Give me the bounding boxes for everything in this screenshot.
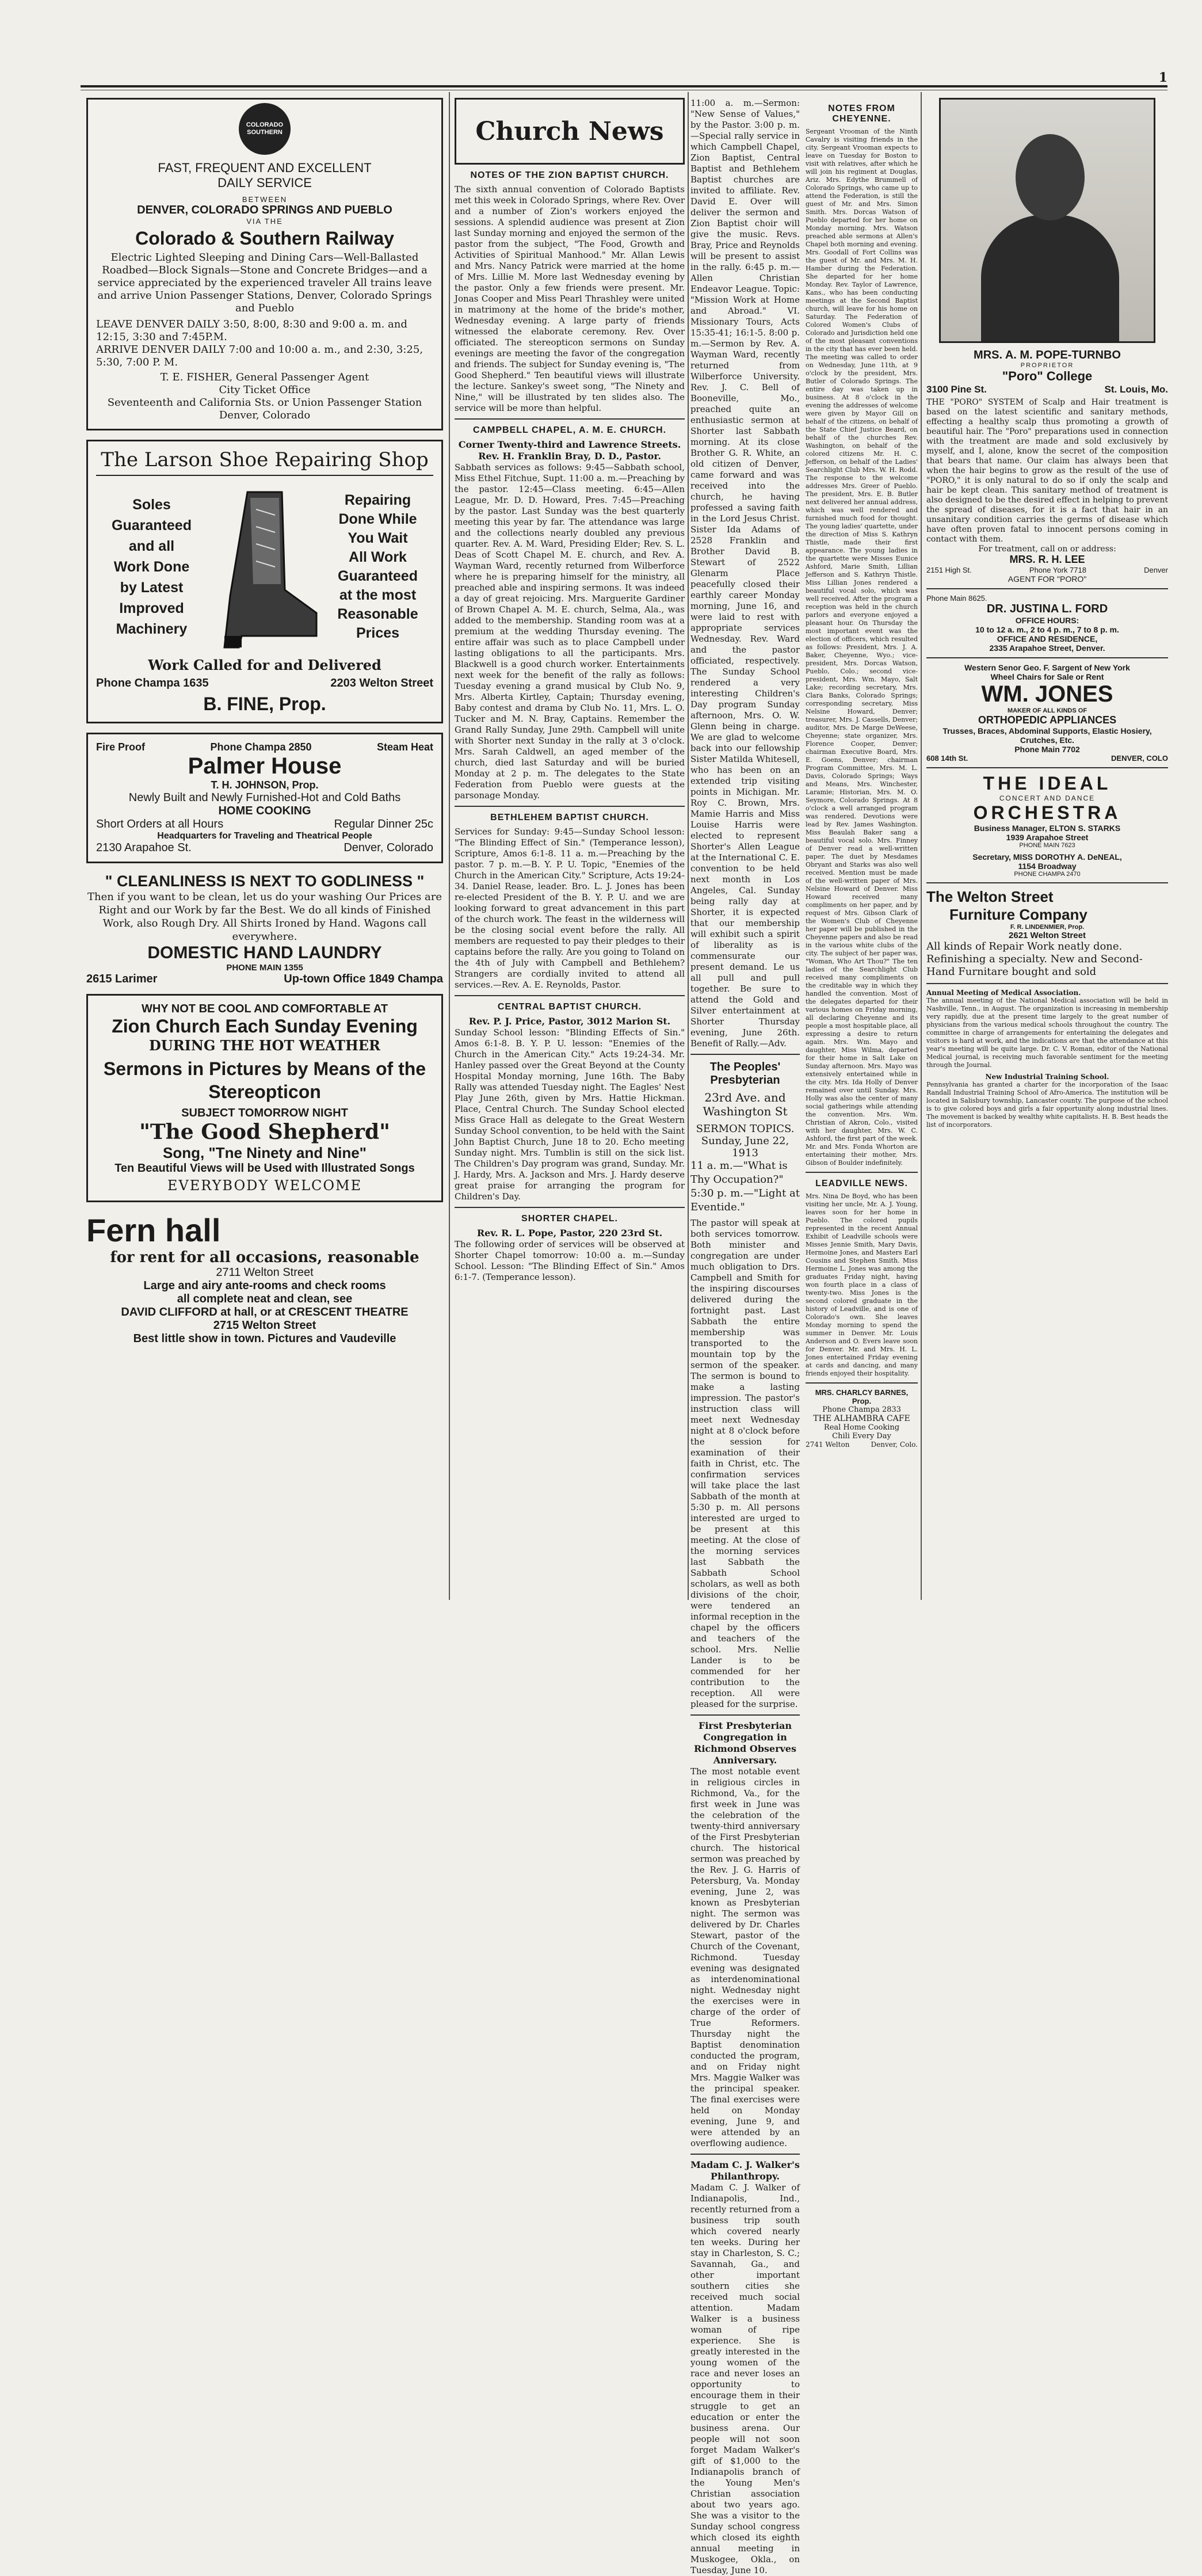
shoe-left-line: Work Done <box>113 559 190 575</box>
leadville-text: Mrs. Nina De Boyd, who has been visiting her uncle, Mr. A. J. Young, leaves soon for her home in Pueblo. The colored pupils represented in the recent Annual Exhibit of Leadville schools were Misses Jennie Smith, Mary Davis, Hermoine Jones, and Masters Earl Cousins and Stephen Smith. Miss Hermoine L. Jones was among the graduates Friday night, having won fourth place in a class of twenty-two. Miss Jones is the second colored graduate in the history of Leadville, and is one of Colorado's own. She leaves Monday morning to spend the summer in Denver. Mr. Louis Anderson and O. Evers leave soon for Denver. Mr. and Mrs. H. L. Jones entertained Friday evening at cards and dancing, and many friends enjoyed their hospitality. <box>806 1192 918 1377</box>
laundry-text: Then if you want to be clean, let us do your washing Our Prices are Right and our Work by far the Best. We do all kinds of Finished Work, also Rough Dry. All Shirts Ironed by Hand. Wagons call everywhere. <box>87 891 442 943</box>
shoe-left-line: Machinery <box>116 621 188 637</box>
cheyenne-leadville-column <box>806 98 918 1600</box>
poro-college: "Poro" College <box>1002 369 1093 383</box>
ideal-sec-addr: 1154 Broadway <box>1018 862 1077 871</box>
poro-text: THE "PORO" SYSTEM of Scalp and Hair treatment is based on the latest scientific and sanitary methods, effecting a healthy scalp thus promoting a growth of beautiful hair. The "Poro" preparations used in connection with the treatment are made and sold exclusively by myself, and I, alone, know the secret of the composition that bears that name. Our claim has always been that when the hair begins to grow as the result of the use of "PORO," it is only natural to do so if only the scalp and hair be kept clean. This sanitary method of treatment is also designed to be the desired effect in helping to prevent the spread of diseases, for it is a fact that hair in an unsanitary condition carries the germs of disease which have often proven fatal to innocent persons coming in contact with them. <box>926 398 1168 544</box>
divider <box>926 983 1168 984</box>
portrait-head <box>1016 134 1085 220</box>
central-heading: CENTRAL BAPTIST CHURCH. <box>497 1002 642 1012</box>
poro-agent-phone: Phone York 7718 <box>1029 566 1086 574</box>
column-divider <box>449 92 450 1600</box>
palmer-cooking: HOME COOKING <box>218 805 311 817</box>
palmer-addr: 2130 Arapahoe St. <box>96 841 192 854</box>
ford-ad <box>926 594 1168 653</box>
presbyterian-text: The pastor will speak at both services tomorrow. Both minister and congregation are under much obligation to Drs. Campbell and Smith for the inspiring discourses delivered during the fortnight past. Last Sabbath the entire membership was transported to the mountain top by the sermon of the speaker. The sermon is bound to make a lasting impression. The pastor's instruction class will meet next Wednesday night at 8 o'clock before the session for examination of their faith in Christ, etc. The confirmation services will take place the last Sabbath of the month at 5:30 p. m. All persons interested are urged to be present at this meeting. At the close of the morning services last Sabbath the Sabbath School scholars, as well as both divisions of the choir, were tendered an informal reception in the chapel by the officers and teachers of the school. Mrs. Nellie Lander is to be commended for her contribution to the reception. All were pleased for the surprise. <box>690 1218 800 1709</box>
news-column-3 <box>690 98 800 2575</box>
alhambra-city: Denver, Colo. <box>871 1441 918 1449</box>
first-presbyterian-text: The most notable event in religious circles in Richmond, Va., for the first week in June was the celebration of the twenty-third anniversary of the First Presbyterian church. The historical sermon was preached by the Rev. J. G. Harris of Petersburg, Va. Monday evening, June 2, was known as Presbyterian night. The sermon was delivered by Dr. Charles Stewart, pastor of the Church of the Covenant, Richmond. Tuesday evening was designated as interdenominational night. Wednesday night the exercises were in charge of the order of True Reformers. Thursday night the Baptist denomination conducted the program, and on Friday night Mrs. Maggie Walker was the principal speaker. The final exercises were held on Monday evening, June 9, and were attended by an overflowing audience. <box>690 1766 800 2148</box>
column-divider <box>921 92 922 1600</box>
ideal-sec: Secretary, MISS DOROTHY A. DeNEAL, <box>972 852 1122 862</box>
alhambra-l2: Chili Every Day <box>832 1432 891 1441</box>
zion-ad-line6: "The Good Shepherd" <box>139 1120 390 1144</box>
laundry-ad <box>86 872 443 986</box>
fern-line7: Best little show in town. Pictures and Vaudeville <box>133 1332 396 1345</box>
rail-arrive: ARRIVE DENVER DAILY 7:00 and 10:00 a. m., and 2:30, 3:25, 5:30, 7:00 P. M. <box>96 344 423 368</box>
palmer-city: Denver, Colorado <box>344 841 433 854</box>
rail-address: Seventeenth and California Sts. or Union Passenger Station Denver, Colorado <box>107 397 422 421</box>
ford-hours: 10 to 12 a. m., 2 to 4 p. m., 7 to 8 p. m. <box>975 625 1119 634</box>
central-sub: Rev. P. J. Price, Pastor, 3012 Marion St. <box>468 1016 671 1027</box>
bethlehem-text: Services for Sunday: 9:45—Sunday School lesson: "The Blinding Effect of Sin." (Temperance lesson), Scripture, Amos 6:1-8. 11 a. m.—Preaching by the pastor. 7 p. m.—B. Y. P. U. Topic, "Enemies of the Church in the American City." Scripture, Acts 19:24-34. Daniel Rease, leader. Bro. L. J. Jones has been re-elected President of the B. Y. P. U. and we are looking forward to great advancement in this part of the church work. The feast in the wilderness will be the closing social event before the rally. All members are requested to pay their pledges to their captains before the rally. Are you going to Toland on the 4th of July with Campbell and Bethlehem? Strangers are cordially invited to attend all services.—Rev. A. E. Reynolds, Pastor. <box>455 826 685 990</box>
poro-ad <box>926 349 1168 584</box>
sermon-topics: SERMON TOPICS. <box>696 1123 795 1135</box>
zion-ad-line2: Zion Church Each Sunday Evening <box>112 1016 418 1037</box>
ford-phone: Phone Main 8625. <box>926 594 987 603</box>
ideal-mgr-phone: PHONE MAIN 7623 <box>1019 842 1075 849</box>
ideal-name1: THE IDEAL <box>983 773 1112 794</box>
jones-phone: Phone Main 7702 <box>1014 745 1080 754</box>
central-text: Sunday School lesson: "Blinding Effects of Sin." Amos 6:1-8. B. Y. P. U. lesson: "Enemies of the Church in the American City." Acts 19:24-34. Mr. Hanley passed over the Great Beyond at the County Hospital Monday morning, June 16th. The Baby Rally was attended Tuesday night. The Eagles' Nest Play June 26th, given by Mrs. Hattie Hickman. Place, Central Church. The Sunday School elected Miss Grace Hall as delegate to the Great Western Sunday School convention, to be held with the Saint John Baptist Church, June 18 to 20. Echo meeting Sunday night. Mrs. Tumblin is still on the sick list. The Children's Day program was grand, Sunday. Mr. J. Hardy, Mrs. A. Jackson and Mrs. J. Hardy deserve great praise for arranging the program for Children's Day. <box>455 1027 685 1202</box>
zion-stereopticon-ad <box>86 994 443 1202</box>
divider <box>926 588 1168 589</box>
poro-city: St. Louis, Mo. <box>1104 384 1168 395</box>
shorter-text: The following order of services will be observed at Shorter Chapel tomorrow: 10:00 a. m.—Sunday School. Lesson: "The Blinding Effect of Sin." Amos 6:1-7. (Temperance lesson). <box>455 1239 685 1282</box>
alhambra-prop: MRS. CHARLCY BARNES, Prop. <box>815 1388 909 1405</box>
laundry-addr1: 2615 Larimer <box>86 973 158 985</box>
zion-ad-line3: DURING THE HOT WEATHER <box>148 1037 380 1054</box>
alhambra-phone: Phone Champa 2833 <box>822 1405 901 1414</box>
poro-agent-name: MRS. R. H. LEE <box>1009 554 1085 565</box>
rail-via: VIA THE <box>246 217 283 226</box>
fern-hall-ad <box>86 1211 443 1346</box>
shoe-right-line: Repairing <box>344 492 411 508</box>
sermon-am: 11 a. m.—"What is Thy Occupation?" <box>690 1160 788 1186</box>
welton-name2: Furniture Company <box>949 906 1087 923</box>
palmer-orders: Short Orders at all Hours <box>96 818 224 830</box>
welton-addr: 2621 Welton Street <box>1009 931 1086 940</box>
zion-ad-line9: EVERYBODY WELCOME <box>167 1178 362 1194</box>
palmer-house-ad <box>86 733 443 863</box>
cheyenne-heading: NOTES FROM CHEYENNE. <box>828 104 895 124</box>
divider <box>926 767 1168 768</box>
shoe-right-line: You Wait <box>348 530 408 546</box>
zion-heading: NOTES OF THE ZION BAPTIST CHURCH. <box>470 170 669 180</box>
rail-line1: FAST, FREQUENT AND EXCELLENT <box>158 161 372 175</box>
zion-ad-line1: WHY NOT BE COOL AND COMFORTABLE AT <box>141 1003 388 1015</box>
shorter-sub: Rev. R. L. Pope, Pastor, 220 23rd St. <box>476 1228 663 1239</box>
alhambra-name: THE ALHAMBRA CAFE <box>813 1414 910 1423</box>
palmer-steam: Steam Heat <box>376 741 433 753</box>
poro-name: MRS. A. M. POPE-TURNBO <box>974 349 1121 361</box>
ideal-sub: CONCERT AND DANCE <box>999 794 1096 802</box>
zion-ad-line5: SUBJECT TOMORROW NIGHT <box>181 1107 348 1119</box>
welton-text: All kinds of Repair Work neatly done. Refinishing a specialty. New and Second-Hand Furnitare bought and sold <box>926 940 1143 978</box>
divider <box>926 657 1168 658</box>
jones-ortho: ORTHOPEDIC APPLIANCES <box>978 714 1117 726</box>
poro-addr: 3100 Pine St. <box>926 384 987 395</box>
church-news-column <box>455 98 685 1600</box>
shoe-called: Work Called for and Delivered <box>148 657 381 673</box>
campbell-text: Sabbath services as follows: 9:45—Sabbath school, Miss Ethel Fitchue, Supt. 11:00 a. m.—Preaching by the pastor. 12:45—Class meeting. 6:45—Allen League, Mr. D. D. Howard, Pres. 7:45—Preaching by the pastor. Last Sunday was the best quarterly meeting this year by far. The attendance was large and the collections nearly doubled any previous quarter. Rev. A. M. Ward, Presiding Elder; Rev. S. L. Deas of Scott Chapel M. E. church, and Rev. A. Wayman Ward, recently returned from Wilberforce where he is preparing himself for the ministry, all preached able and inspiring sermons. It was indeed a day of great rejoicing. Mrs. Marguerite Gardiner of Brown Chapel A. M. E. church, Selma, Ala., was added to the membership. Standing room was at a premium at the wedding Thursday evening. The entire affair was such as to place Campbell under lasting obligations to all the participants. Mrs. Blackwell is a good church worker. Entertainments next week for the benefit of the rally as follows: Tuesday evening a grand musical by Club No. 9, Mrs. Alberta Kirtley, Captain; Thursday evening, Baby contest and drama by Club No. 11, Mrs. L. O. Tucker and M. N. Bray, Captains. Remember the Grand Rally Sunday, June 29th. Campbell will unite with Shorter next Sunday in the rally at 3 o'clock. Mrs. Sarah Caldwell, an aged member of the church, died last Saturday and will be buried Monday at 2 p. m. The delegates to the State Federation from Pueblo were guests at the parsonage Monday. <box>455 462 685 801</box>
shoe-right-list <box>322 491 433 643</box>
railway-logo <box>239 103 291 155</box>
divider <box>690 2154 800 2155</box>
school-text: Pennsylvania has granted a charter for the incorporation of the Isaac Randall Industrial Training School of Afro-America. The institution will be located in Salisbury township, Lancaster county. The purpose of the school is to give colored boys and girls a fair opportunity along industrial lines. The movement is backed by wealthy white capitalists. H. B. Best heads the list of incorporators. <box>926 1081 1168 1129</box>
welton-furniture-ad <box>926 888 1168 978</box>
divider <box>455 1207 685 1208</box>
rail-between: BETWEEN <box>242 195 288 204</box>
shorter-continued-text: 11:00 a. m.—Sermon: "New Sense of Values," by the Pastor. 3:00 p. m.—Special rally service in which Campbell Chapel, Zion Baptist, Central Baptist and Bethlehem Baptist churches are invited to affiliate. Rev. David E. Over will deliver the sermon and Zion Baptist choir will give the music. Revs. Bray, Price and Reynolds will be present to assist in the rally. 6:45 p. m.—Allen Christian Endeavor League. Topic: "Mission Work at Home and Abroad." VI. Missionary Tours, Acts 15:35-41; 16:1-5. 8:00 p. m.—Sermon by Rev. A. Wayman Ward, recently returned from Wilberforce University. Rev. J. C. Bell of Booneville, Mo., preached quite an enthusiastic sermon at Shorter last Sabbath morning. At its close Brother G. R. White, an old citizen of Denver, came forward and was received into the church, he having professed a saving faith in the Lord Jesus Christ. Sister Ida Adams of 2528 Franklin and Brother David B. Stewart of 2522 Glenarm Place peacefully closed their earthly career Monday morning, June 16, and were laid to rest with appropriate services Wednesday. Rev. Ward and the pastor officiated, respectively. The Sunday School rendered a very interesting Children's Day program Sunday afternoon, Mrs. O. W. Glenn being in charge. We are glad to welcome back into our fellowship Sister Matilda Whitesell, who has been on an extended trip visiting points in Michigan. Mr. Roy C. Brown, Mrs. Mamie Harris and Miss Louise Harris were elected to represent Shorter's Allen League at the International C. E. convention to be held next month in Los Angeles, Cal. Sunday being rally day at Shorter, it is expected that our membership will exhibit such a spirit of liberality as is commensurate our present demand. Le us all pull and pull together. Be sure to attend the Gold and Silver entertainment at Shorter Thursday evening, June 26th. Benefit of Rally.—Adv. <box>690 98 800 1049</box>
divider <box>455 806 685 807</box>
jones-city: DENVER, COLO <box>1111 754 1168 763</box>
walker-text: Madam C. J. Walker of Indianapolis, Ind., recently returned from a business trip south which covered nearly ten weeks. During her stay in Charleston, S. C.; Savannah, Ga., and other important southern cities she received much social attention. Madam Walker is a business woman of ripe experience. She is greatly interested in the young women of the race and never loses an opportunity to encourage them in their struggle to get an education or enter the business arena. Our people will not soon forget Madam Walker's gift of $1,000 to the Indianapolis branch of the Young Men's Christian association about two years ago. She was a visitor to the Sunday school congress which closed its eighth annual meeting in Muskogee, Okla., on Tuesday, June 10. <box>690 2182 800 2575</box>
fern-line4: all complete neat and clean, see <box>177 1293 353 1305</box>
divider <box>455 418 685 420</box>
jones-name: WM. JONES <box>981 681 1113 707</box>
poro-agent-addr: 2151 High St. <box>926 566 972 574</box>
divider <box>806 1172 918 1173</box>
rail-desc: Electric Lighted Sleeping and Dining Cars—Well-Ballasted Roadbed—Block Signals—Stone and Concrete Bridges—and a service appreciated by the experienced traveler All trains leave and arrive Union Passenger Stations, Denver, Colorado Springs and Pueblo <box>97 251 432 314</box>
column-divider <box>688 92 689 1600</box>
rail-line2: DAILY SERVICE <box>217 176 312 190</box>
zion-ad-line4: Sermons in Pictures by Means of the Stereopticon <box>103 1058 426 1102</box>
welton-name1: The Welton Street <box>926 888 1054 905</box>
zion-ad-line8: Ten Beautiful Views will be Used with Illustrated Songs <box>115 1162 415 1175</box>
first-presbyterian-heading: First Presbyterian Congregation in Richmond Observes Anniversary. <box>694 1720 796 1766</box>
presbyterian-address: 23rd Ave. and Washington St <box>703 1091 788 1118</box>
presbyterian-heading: The Peoples' Presbyterian <box>709 1061 781 1087</box>
jones-agent: Western Senor Geo. F. Sargent of New York <box>964 663 1130 672</box>
palmer-fire: Fire Proof <box>96 741 146 753</box>
portrait-figure <box>981 215 1119 341</box>
fern-line6: 2715 Welton Street <box>213 1319 316 1332</box>
shoe-right-line: Reasonable <box>337 606 418 622</box>
bethlehem-heading: BETHLEHEM BAPTIST CHURCH. <box>490 813 649 822</box>
railway-ad <box>86 98 443 430</box>
divider <box>455 995 685 996</box>
fern-line3: Large and airy ante-rooms and check rooms <box>143 1279 386 1292</box>
shoe-prop: B. FINE, Prop. <box>203 693 326 714</box>
school-heading: New Industrial Training School. <box>985 1073 1109 1081</box>
laundry-addr2: Up-town Office 1849 Champa <box>284 973 443 985</box>
shoe-right-line: at the most <box>339 587 417 603</box>
zion-text: The sixth annual convention of Colorado Baptists met this week in Colorado Springs, where Rev. Over and a number of Zion's workers enjoyed the sessions. A splendid audience was present at Zion last Sunday morning and enjoyed the sermon of the pastor from the subject, "The Food, Growth and Activities of Spiritual Manhood." Mr. Allan Lewis and Mrs. Nancy Patrick were married at the home of Mrs. Lillie M. More last Wednesday evening by the pastor. Only a few friends were present. Mr. Jonas Cooper and Miss Pearl Thrashley were united in matrimony at the home of the bride's mother, Wednesday evening. A large party of friends witnessed the elaborate ceremony. Rev. Over officiated. The stereopticon sermons on Sunday evenings are meeting the favor of the congregation and friends. The subject for Sunday evening is, "The Good Shepherd." Ten beautiful views will illustrate the lecture. Sankey's sweet song, "The Ninety and Nine," will be illustrated by ten slides also. The service will be more than helpful. <box>455 184 685 413</box>
fern-line1: for rent for all occasions, reasonable <box>110 1249 419 1266</box>
jones-ad <box>926 663 1168 763</box>
shoe-left-list <box>96 494 207 639</box>
shoe-left-line: by Latest <box>120 580 184 596</box>
sermon-date: Sunday, June 22, 1913 <box>701 1135 789 1159</box>
cheyenne-text: Sergeant Vrooman of the Ninth Cavalry is visiting friends in the city. Sergeant Vrooman expects to leave on Tuesday for Boston to visit with relatives, after which he will join his regiment at Douglas, Ariz. Mrs. Edythe Brummell of Colorado Springs, who came up to attend the Federation, is still the guest of Mr. and Mrs. Simon Smith. Mrs. Dorcas Watson of Pueblo departed for her home on Monday morning. Mrs. Watson preached able sermons at Allen's Chapel both morning and evening. Mrs. Goodall of Fort Collins was the guest of Mr. and Mrs. M. H. Hamber during the Federation. She departed for her home Monday. Rev. Taylor of Lawrence, Kans., who has been conducting meetings at the Second Baptist church, will leave for his home on Saturday. The Federation of Colored Women's Clubs of Colorado and Jurisdiction held one of the most pleasant conventions in the city that has ever been held. The meeting was called to order on Wednesday, June 11th, at 9 o'clock by the president, Mrs. Butler of Colorado Springs. The entire day was taken up in business. At 8 o'clock in the evening the addresses of welcome were given by Mayor Gill on behalf of the citizens, on behalf of the State Chief Justice Beard, on behalf of the churches Rev. Washington, on behalf of the colored citizens Mr. H. C. Jefferson, on behalf of the Ladies' Searchlight Club Mrs. W. H. Rodd. The response to the welcome addresses Mrs. Greer of Pueblo. The president, Mrs. E. B. Butler next delivered her annual address, which was well rendered and furnished much food for thought. The young ladies' quartette, under the direction of Miss S. Kathryn Thistle, made their first appearance. The young ladies in the quartette were Misses Eunice Ashford, Marie Smith, Lillian Jefferson and S. Kathryn Thistle. Miss Lillian Jones rendered a beautiful vocal solo, which was well received. After the program a reception was held in the church parlors and everyone enjoyed a pleasant hour. On Thursday the most important event was the election of officers, which resulted as follows: President, Mrs. J. A. Baker, Cheyenne, Wyo.; vice-president, Mrs. Dorcas Watson, Pueblo, Colo.; second vice-president, Mrs. Wm. Mayo, Salt Lake; recording secretary, Mrs. Clara Banks, Colorado Springs; corresponding secretary, Miss Nelsine Howard, Denver; treasurer, Mrs. J. Cassells, Denver; auditor, Mrs. De Marge DeWeese, Cheyenne; state organizer, Mrs. Florence Cooper, Denver; chairman Executive Board, Mrs. E. Goens, Denver; chairman Program Committee, Mrs. M. L. Davis, Colorado Springs; Ways and Means, Mrs. Winchester, Laramie; Historian, Mrs. M. O. Seymore, Colorado Springs. At 8 o'clock a well arranged program was rendered. Devotions were lead by Rev. James Washington. Miss Beaulah Baker sang a beautiful vocal solo. Mrs. Finney of Denver read a well-written paper. The duet by Mesdames Obryant and Starks was also well received. Mention must be made of the well-written paper of Mrs. Nelsine Howard of Denver. Miss Howard received many compliments on her paper, and by request of Mrs. Gibson Clark of the Women's Club of Cheyenne her paper will be published in the Cheyenne papers and also be read in the various white clubs of the city. The subject of her paper was, "Woman, Who Art Thou?" The ten ladies of the Searchlight Club received many compliments on the creditable way in which they handled the convention. Most of the delegates departed for their various homes on Friday morning, all declaring Cheyenne and its people a most hospitable place, all expressing a desire to return again. Mrs. Wm. Mayo and daughter, Miss Wilma, departed for their home in Salt Lake on Sunday afternoon. Mrs. Mayo was extensively entertained while in the city. Mrs. Ida Holly of Denver remained over until Sunday. Mrs. Holly was also the center of many social gatherings while attending the convention. Mrs. Wm. Christian of Akron, Colo., visited with her daughter, Mrs. W. C. Ashford, the first part of the week. Mr. and Mrs. Fonda Whorton are entertaining their mother, Mrs. Gibson of Boulder indefinitely. <box>806 128 918 1167</box>
ideal-sec-phone: PHONE CHAMPA 2470 <box>1014 871 1081 878</box>
palmer-hq: Headquarters for Traveling and Theatrical People <box>157 831 372 841</box>
ford-office: OFFICE AND RESIDENCE, <box>997 634 1098 643</box>
fern-line2: 2711 Welton Street <box>216 1266 314 1279</box>
divider <box>690 1054 800 1055</box>
shoe-left-line: and all <box>128 538 175 554</box>
shoe-title: The Larson Shoe Repairing Shop <box>96 448 433 476</box>
fern-line5: DAVID CLIFFORD at hall, or at CRESCENT THEATRE <box>121 1306 409 1319</box>
palmer-prop: T. H. JOHNSON, Prop. <box>211 779 319 791</box>
ideal-mgr: Business Manager, ELTON S. STARKS <box>974 824 1121 833</box>
shoe-left-line: Soles <box>132 497 171 513</box>
rail-office: City Ticket Office <box>219 384 311 396</box>
ideal-name2: ORCHESTRA <box>973 802 1121 823</box>
campbell-sub: Corner Twenty-third and Lawrence Streets. Rev. H. Franklin Bray, D. D., Pastor. <box>458 439 681 462</box>
top-rule <box>81 85 1167 87</box>
shoe-phone: Phone Champa 1635 <box>96 677 209 689</box>
jones-trusses: Trusses, Braces, Abdominal Supports, Elastic Hosiery, Crutches, Etc. <box>942 726 1152 745</box>
shoe-left-line: Improved <box>119 600 184 616</box>
church-news-masthead: Church News <box>455 98 685 165</box>
jones-chairs: Wheel Chairs for Sale or Rent <box>990 672 1104 681</box>
zion-ad-line7: Song, "Tne Ninety and Nine" <box>162 1144 367 1161</box>
welton-prop: F. R. LINDENMIER, Prop. <box>1010 924 1085 931</box>
walker-heading: Madam C. J. Walker's Philanthropy. <box>690 2159 800 2182</box>
rail-cities: DENVER, COLORADO SPRINGS AND PUEBLO <box>137 204 392 216</box>
ideal-orchestra-ad <box>926 773 1168 878</box>
alhambra-ad <box>806 1388 918 1449</box>
alhambra-addr: 2741 Welton <box>806 1441 850 1449</box>
rail-leave: LEAVE DENVER DAILY 3:50, 8:00, 8:30 and 9:00 a. m. and 12:15, 3:30 and 7:45P.M. <box>96 318 407 343</box>
ford-hours-label: OFFICE HOURS: <box>1015 616 1079 625</box>
right-ad-column <box>926 98 1168 1600</box>
palmer-name: Palmer House <box>188 753 342 779</box>
ford-addr: 2335 Arapahoe Street, Denver. <box>989 643 1105 653</box>
ad-column <box>86 98 443 1346</box>
medical-text: The annual meeting of the National Medical association will be held in Nashville, Tenn., in August. The organization is increasing in membership very rapidly, due at the present time largely to the great number of physicians from the various medical schools throughout the country. The committee in charge of arrangements for entertaining the delegates and visitors is hard at work, and the indications are that the attendance at this year's meeting will be quite large. Dr. C. V. Roman, editor of the National Medical journal, is receiving much favorable sentiment for the meeting through the Journal. <box>926 997 1168 1069</box>
leadville-heading: LEADVILLE NEWS. <box>815 1179 908 1188</box>
portrait-photo <box>939 98 1155 343</box>
divider <box>806 1382 918 1384</box>
shorter-heading: SHORTER CHAPEL. <box>521 1214 618 1224</box>
rail-agent: T. E. FISHER, General Passenger Agent <box>160 371 369 383</box>
poro-for: For treatment, call on or address: <box>978 544 1116 554</box>
sermon-pm: 5:30 p. m.—"Light at Eventide." <box>690 1187 800 1213</box>
palmer-dinner: Regular Dinner 25c <box>334 818 433 830</box>
divider <box>690 1714 800 1716</box>
palmer-phone: Phone Champa 2850 <box>210 741 312 753</box>
divider <box>926 882 1168 883</box>
ford-name: DR. JUSTINA L. FORD <box>986 603 1108 615</box>
boot-illustration <box>207 481 322 653</box>
poro-agent-city: Denver <box>1144 566 1168 574</box>
jones-addr: 608 14th St. <box>926 754 968 763</box>
shoe-street: 2203 Welton Street <box>330 677 433 689</box>
jones-maker: MAKER OF ALL KINDS OF <box>1007 707 1087 714</box>
poro-agent-for: AGENT FOR "PORO" <box>1008 574 1087 584</box>
shoe-right-line: All Work <box>349 549 407 565</box>
shoe-right-line: Guaranteed <box>338 568 418 584</box>
medical-heading: Annual Meeting of Medical Association. <box>926 989 1081 997</box>
alhambra-l1: Real Home Cooking <box>823 1423 900 1432</box>
railway-logo-text: COLORADO SOUTHERN <box>246 121 284 136</box>
laundry-phone: PHONE MAIN 1355 <box>226 963 303 973</box>
shoe-right-line: Prices <box>356 625 400 641</box>
page-marker: 1 <box>1158 70 1167 85</box>
laundry-title: " CLEANLINESS IS NEXT TO GODLINESS " <box>105 872 425 890</box>
rail-name: Colorado & Southern Railway <box>135 228 394 249</box>
ideal-mgr-addr: 1939 Arapahoe Street <box>1006 833 1089 842</box>
poro-proprietor: PROPRIETOR <box>1020 362 1074 369</box>
shoe-shop-ad <box>86 440 443 723</box>
shoe-right-line: Done While <box>338 511 417 527</box>
laundry-name: DOMESTIC HAND LAUNDRY <box>147 943 382 962</box>
palmer-desc: Newly Built and Newly Furnished-Hot and Cold Baths <box>128 791 401 804</box>
fern-name: Fern hall <box>86 1212 221 1248</box>
shoe-left-line: Guaranteed <box>112 517 192 534</box>
campbell-heading: CAMPBELL CHAPEL, A. M. E. CHURCH. <box>472 425 667 435</box>
